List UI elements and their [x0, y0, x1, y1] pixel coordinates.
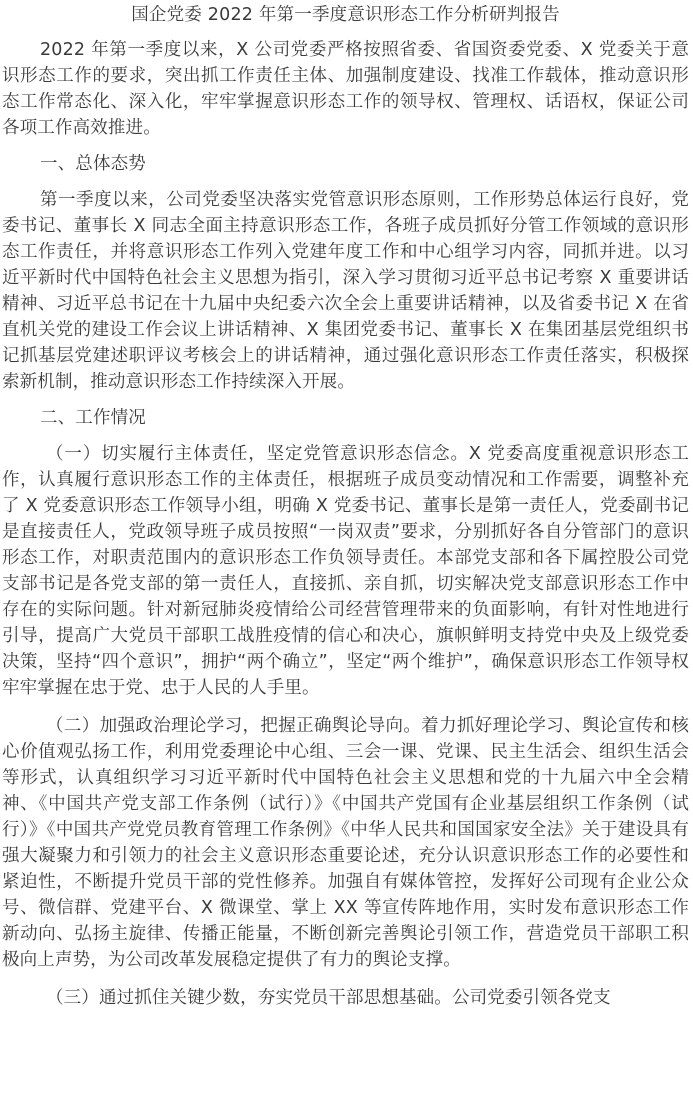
work-item-paragraph: （一）切实履行主体责任，坚定党管意识形态信念。X 党委高度重视意识形态工作，认真履行意识形态工作的主体责任，根据班子成员变动情况和工作需要，调整补充了 X 党委意识形态工作领导小组，明确 X 党委书记、董事长是第一责任人，党委副书记是直接责任人，党政领导班子成员按照“一岗双责”要求，分别抓好各自分管部门的意识形态工作，对职责范围内的意识形态工作负领导责任。本部党支部和各下属控股公司党支部书记是各党支部的第一责任人，直接抓、亲自抓，切实解决党支部意识形态工作中存在的实际问题。针对新冠肺炎疫情给公司经营管理带来的负面影响，有针对性地进行引导，提高广大党员干部职工战胜疫情的信心和决心，旗帜鲜明支持党中央及上级党委决策，坚持“四个意识”，拥护“两个确立”，坚定“两个维护”，确保意识形态工作领导权牢牢掌握在忠于党、忠于人民的人手里。	[2, 444, 689, 698]
overall-paragraph: 第一季度以来，公司党委坚决落实党管意识形态原则，工作形势总体运行良好，党委书记、董事长 X 同志全面主持意识形态工作，各班子成员抓好分管工作领域的意识形态工作责任，并将意识形态工作列入党建年度工作和中心组学习内容，同抓并进。以习近平新时代中国特色社会主义思想为指引，深入学习贯彻习近平总书记考察 X 重要讲话精神、习近平总书记在十九届中央纪委六次全会上重要讲话精神，以及省委书记 X 在省直机关党的建设工作会议上讲话精神、X 集团党委书记、董事长 X 在集团基层党组织书记抓基层党建述职评议考核会上的讲话精神，通过强化意识形态工作责任落实，积极探索新机制，推动意识形态工作持续深入开展。	[2, 190, 689, 392]
work-item-paragraph: （二）加强政治理论学习，把握正确舆论导向。着力抓好理论学习、舆论宣传和核心价值观弘扬工作，利用党委理论中心组、三会一课、党课、民主生活会、组织生活会等形式，认真组织学习习近平新时代中国特色社会主义思想和党的十九届六中全会精神、《中国共产党支部工作条例（试行）》《中国共产党国有企业基层组织工作条例（试行）》《中国共产党党员教育管理工作条例》《中华人民共和国国家安全法》关于建设具有强大凝聚力和引领力的社会主义意识形态重要论述，充分认识意识形态工作的必要性和紧迫性，不断提升党员干部的党性修养。加强自有媒体管控，发挥好公司现有企业公众号、微信群、党建平台、X 微课堂、掌上 XX 等宣传阵地作用，实时发布意识形态工作新动向、弘扬主旋律、传播正能量，不断创新完善舆论引领工作，营造党员干部职工积极向上声势，为公司改革发展稳定提供了有力的舆论支撑。	[2, 716, 689, 970]
section-heading-overall: 一、总体态势	[40, 154, 146, 174]
intro-paragraph: 2022 年第一季度以来，X 公司党委严格按照省委、省国资委党委、X 党委关于意识形态工作的要求，突出抓工作责任主体、加强制度建设、找准工作载体，推动意识形态工作常态化、深入化，牢牢掌握意识形态工作的领导权、管理权、话语权，保证公司各项工作高效推进。	[2, 40, 689, 138]
document-title: 国企党委 2022 年第一季度意识形态工作分析研判报告	[131, 5, 560, 25]
work-item-paragraph: （三）通过抓住关键少数，夯实党员干部思想基础。公司党委引领各党支	[46, 988, 611, 1008]
section-heading-work: 二、工作情况	[40, 408, 146, 428]
